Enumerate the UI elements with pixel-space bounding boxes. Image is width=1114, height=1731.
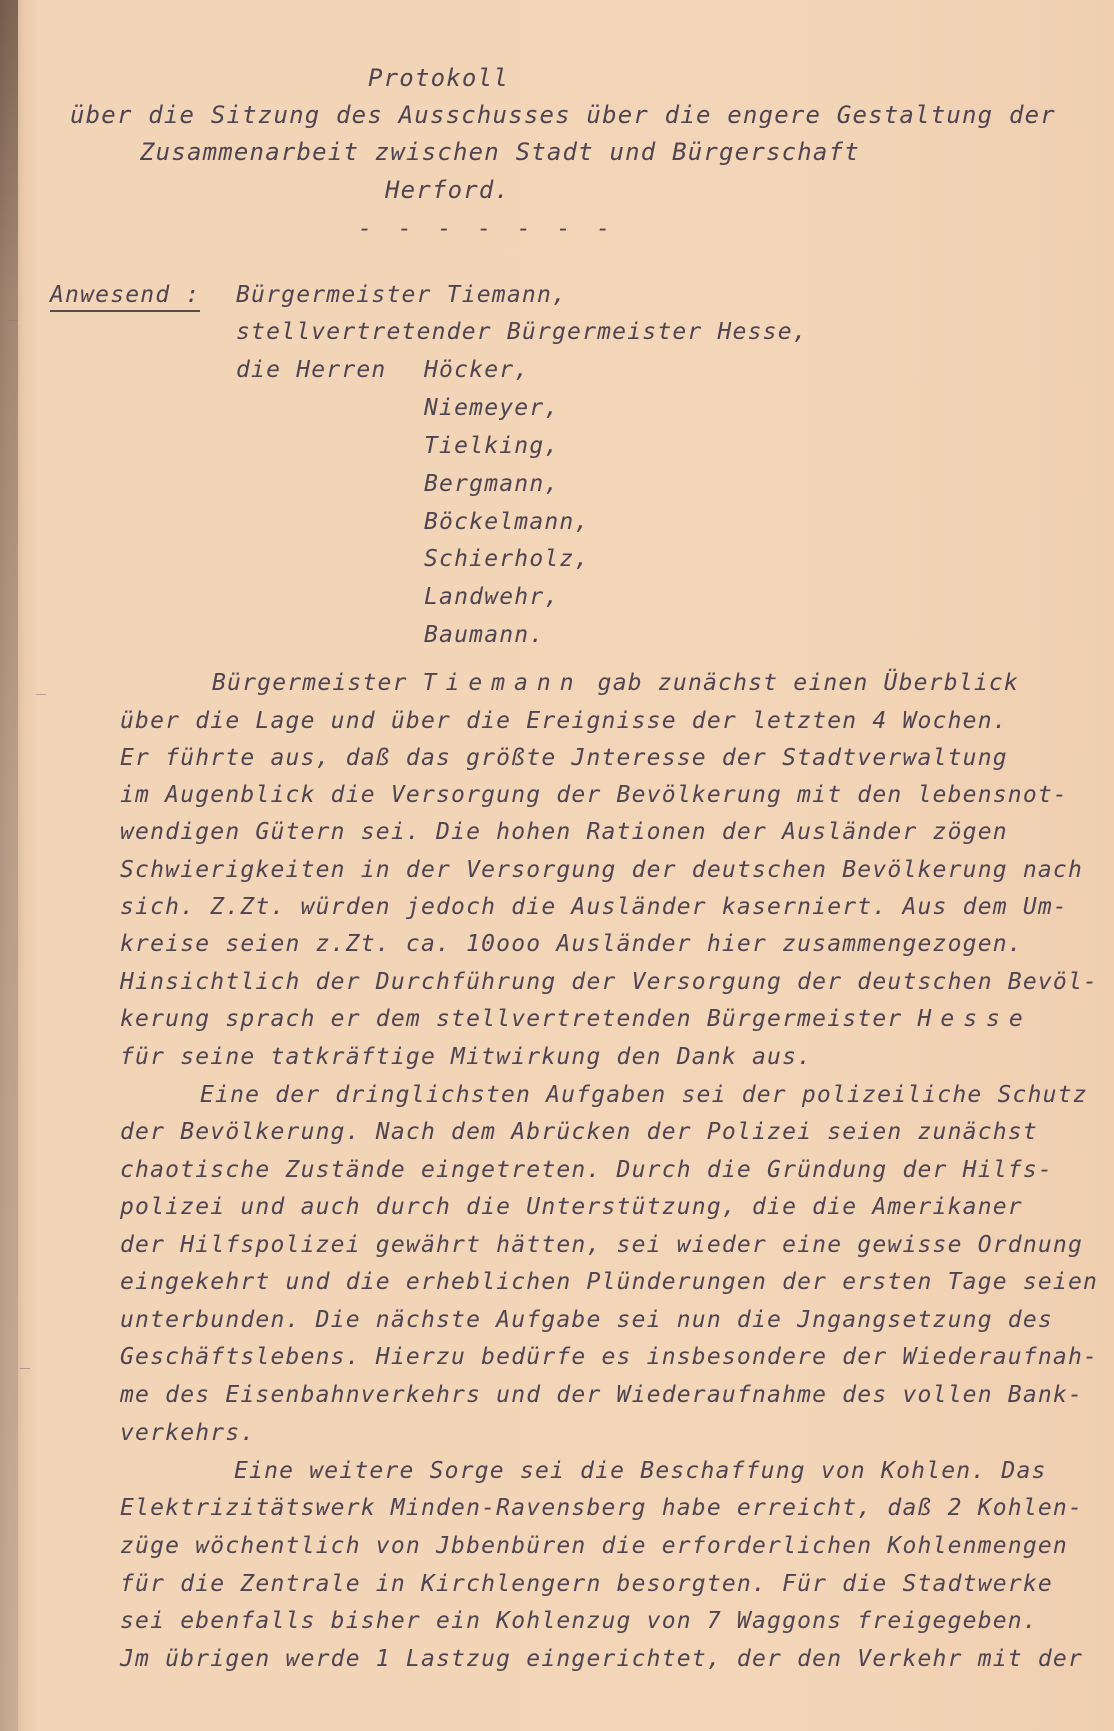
body-line: sich. Z.Zt. würden jedoch die Ausländer kaserniert. Aus dem Um- bbox=[120, 894, 1068, 920]
margin-mark bbox=[36, 694, 46, 695]
attendee: Höcker, bbox=[424, 357, 530, 383]
attendee: Landwehr, bbox=[424, 584, 560, 610]
body-line: unterbunden. Die nächste Aufgabe sei nun die Jngangsetzung des bbox=[120, 1307, 1053, 1333]
body-line: polizei und auch durch die Unterstützung, die die Amerikaner bbox=[120, 1194, 1023, 1220]
body-line: über die Lage und über die Ereignisse der letzten 4 Wochen. bbox=[120, 708, 1008, 734]
body-line: züge wöchentlich von Jbbenbüren die erforderlichen Kohlenmengen bbox=[120, 1533, 1068, 1559]
body-line: Geschäftslebens. Hierzu bedürfe es insbesondere der Wiederaufnah- bbox=[120, 1344, 1099, 1370]
body-line: Schwierigkeiten in der Versorgung der deutschen Bevölkerung nach bbox=[120, 857, 1084, 883]
title-line-1: Protokoll bbox=[368, 64, 509, 92]
page-edge-shadow bbox=[0, 0, 18, 1731]
title-line-4: Herford. bbox=[385, 176, 511, 204]
title-line-3: Zusammenarbeit zwischen Stadt und Bürgerschaft bbox=[140, 138, 860, 166]
margin-mark bbox=[20, 1368, 30, 1369]
body-line: Jm übrigen werde 1 Lastzug eingerichtet, der den Verkehr mit der bbox=[120, 1646, 1084, 1672]
body-line: Er führte aus, daß das größte Jnteresse der Stadtverwaltung bbox=[120, 745, 1008, 771]
attendee: Böckelmann, bbox=[424, 509, 590, 535]
body-line: wendigen Gütern sei. Die hohen Rationen der Ausländer zögen bbox=[120, 819, 1008, 845]
attendance-label: Anwesend : bbox=[50, 282, 200, 312]
body-line: für seine tatkräftige Mitwirkung den Dank aus. bbox=[120, 1044, 813, 1070]
body-line: im Augenblick die Versorgung der Bevölkerung mit den lebensnot- bbox=[120, 782, 1068, 808]
name-tiemann: Tiemann bbox=[422, 670, 583, 696]
body-line: Hinsichtlich der Durchführung der Versorgung der deutschen Bevöl- bbox=[120, 969, 1099, 995]
herren-label: die Herren bbox=[236, 357, 387, 383]
body-line: Eine der dringlichsten Aufgaben sei der polizeiliche Schutz bbox=[200, 1082, 1088, 1108]
attendee: Bergmann, bbox=[424, 471, 560, 497]
attendee: Baumann. bbox=[424, 622, 545, 648]
body-line: der Hilfspolizei gewährt hätten, sei wieder eine gewisse Ordnung bbox=[120, 1232, 1084, 1258]
body-line: sei ebenfalls bisher ein Kohlenzug von 7 Waggons freigegeben. bbox=[120, 1608, 1038, 1634]
attendee: Tielking, bbox=[424, 433, 560, 459]
body-line: der Bevölkerung. Nach dem Abrücken der Polizei seien zunächst bbox=[120, 1119, 1038, 1145]
body-line bbox=[120, 1006, 1032, 1032]
body-line: me des Eisenbahnverkehrs und der Wiederaufnahme des vollen Bank- bbox=[120, 1382, 1084, 1408]
body-text: kerung sprach er dem stellvertretenden Bürgermeister bbox=[120, 1006, 918, 1032]
body-line: chaotische Zustände eingetreten. Durch die Gründung der Hilfs- bbox=[120, 1157, 1053, 1183]
body-line: kreise seien z.Zt. ca. 10ooo Ausländer hier zusammengezogen. bbox=[120, 931, 1023, 957]
attendee: Schierholz, bbox=[424, 546, 590, 572]
name-hesse: Hesse bbox=[917, 1006, 1032, 1032]
body-line: Elektrizitätswerk Minden-Ravensberg habe erreicht, daß 2 Kohlen- bbox=[120, 1495, 1084, 1521]
title-line-2: über die Sitzung des Ausschusses über die engere Gestaltung der bbox=[70, 101, 1056, 129]
body-line bbox=[212, 670, 1019, 696]
body-text: gab zunächst einen Überblick bbox=[582, 670, 1019, 696]
attendance-line: Bürgermeister Tiemann, bbox=[236, 282, 568, 308]
body-line: eingekehrt und die erheblichen Plünderungen der ersten Tage seien bbox=[120, 1269, 1099, 1295]
attendance-line: stellvertretender Bürgermeister Hesse, bbox=[236, 319, 808, 345]
body-text: Bürgermeister bbox=[212, 670, 423, 696]
attendee: Niemeyer, bbox=[424, 395, 560, 421]
title-separator: - - - - - - - bbox=[358, 216, 617, 242]
body-line: verkehrs. bbox=[120, 1420, 256, 1446]
margin-mark bbox=[8, 320, 18, 321]
body-line: für die Zentrale in Kirchlengern besorgten. Für die Stadtwerke bbox=[120, 1571, 1053, 1597]
body-line: Eine weitere Sorge sei die Beschaffung von Kohlen. Das bbox=[234, 1458, 1047, 1484]
